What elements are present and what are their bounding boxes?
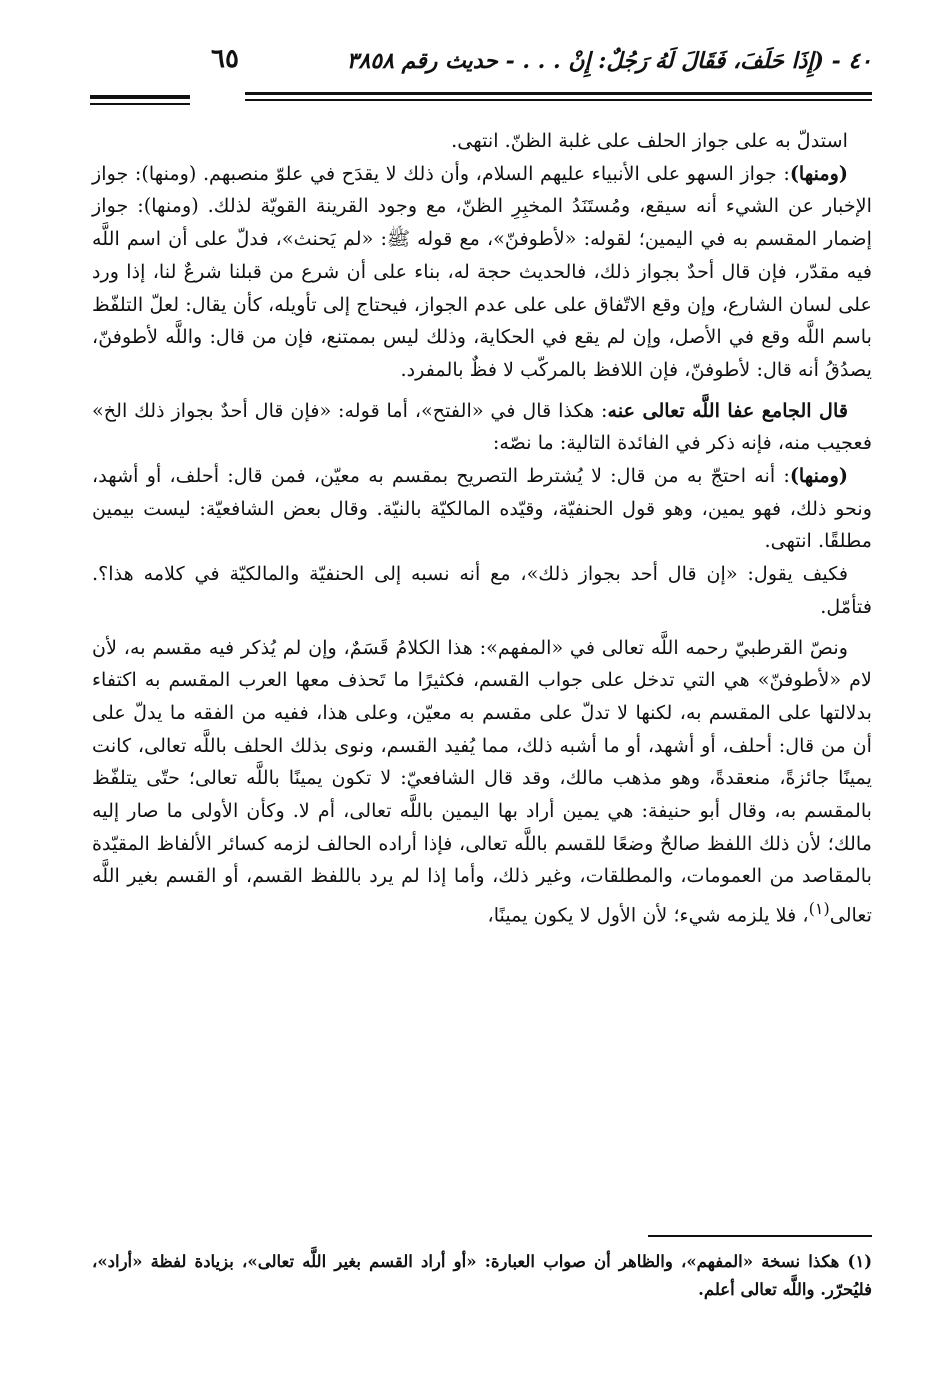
header-rule-right-thin xyxy=(245,99,872,101)
paragraph-1-text: استدلّ به على جواز الحلف على غلبة الظنّ. انتهى. xyxy=(451,129,848,152)
paragraph-5-text: فكيف يقول: «إن قال أحد بجواز ذلك»، مع أنه نسبه إلى الحنفيّة والمالكيّة في كلامه هذا؟. فتأمّل. xyxy=(92,562,872,618)
paragraph-1 xyxy=(92,125,872,158)
footnote xyxy=(92,1248,872,1304)
paragraph-6-text: ونصّ القرطبيّ رحمه اللَّه تعالى في «المفهم»: هذا الكلامُ قَسَمٌ، وإن لم يُذكر فيه مقسم به، لأن لام «لأطوفنّ» هي التي تدخل على جواب القسم، فكثيرًا ما تَحذف معها العرب المقسم به اكتفاء بدلالتها على المقسم به، لكنها لا تدلّ على مقسم به معيّن، وعلى هذا، ففيه من الفقه ما يدلّ على أن من قال: أحلف، أو أشهد، أو ما أشبه ذلك، مما يُفيد القسم، ونوى بذلك الحلف باللَّه تعالى، كانت يمينًا جائزةً، منعقدةً، وهو مذهب مالك، وقد قال الشافعيّ: لا تكون يمينًا باللَّه تعالى؛ حتّى يتلفّظ بالمقسم به، وقال أبو حنيفة: هي يمين أراد بها اليمين باللَّه تعالى، أم لا. وكأن الأولى ما صار إليه مالك؛ لأن ذلك اللفظ صالحٌ وضعًا للقسم باللَّه تعالى، فإذا أراده الحالف لزمه كسائر الألفاظ المقيّدة بالمقاصد من العمومات، والمطلقات، وغير ذلك، وأما إذا لم يرد باللفظ القسم، أو القسم بغير اللَّه تعالى xyxy=(92,635,872,927)
paragraph-4-lead: (ومنها) xyxy=(789,464,848,488)
page-number: ٦٥ xyxy=(211,44,239,74)
paragraph-6-tail: ، فلا يلزمه شيء؛ لأن الأول لا يكون يمينًا، xyxy=(487,903,809,927)
paragraph-6 xyxy=(92,632,872,933)
paragraph-5 xyxy=(92,558,872,623)
paragraph-2-lead: (ومنها) xyxy=(789,161,848,185)
main-text xyxy=(92,125,872,932)
paragraph-4-text: : أنه احتجّ به من قال: لا يُشترط التصريح بمقسم به معيّن، فمن قال: أحلف، أو أشهد، ونحو ذلك، فهو يمين، وهو قول الحنفيّة، وقيّده المالكيّة بالنيّة. وقال بعض الشافعيّة: ليست بيمين مطلقًا. انتهى. xyxy=(92,464,872,553)
header-rule-left-thin xyxy=(90,103,190,105)
header-rule-right-thick xyxy=(245,92,872,95)
paragraph-3 xyxy=(92,395,872,460)
chapter-title: ٤٠ - (إِذَا حَلَفَ، فَقَالَ لَهُ رَجُلٌ: إِنْ . . . - حديث رقم ٣٨٥٨ xyxy=(346,48,872,74)
running-header xyxy=(90,44,872,108)
paragraph-3-text: : هكذا قال في «الفتح»، أما قوله: «فإن قال أحدٌ بجواز ذلك الخ» فعجيب منه، فإنه ذكر في الفائدة التالية: ما نصّه: xyxy=(92,398,872,455)
header-rule-left-thick xyxy=(90,95,190,99)
footnote-separator xyxy=(648,1235,872,1237)
paragraph-4 xyxy=(92,460,872,558)
paragraph-2 xyxy=(92,158,872,387)
paragraph-3-lead: قال الجامع عفا اللَّه تعالى عنه xyxy=(607,398,848,422)
paragraph-2-text: : جواز السهو على الأنبياء عليهم السلام، وأن ذلك لا يقدَح في علوّ منصبهم. (ومنها): جواز الإخبار عن الشيء أنه سيقع، ومُستَنَدُ المخبِرِ الظنّ، مع وجود القرينة القويّة لذلك. (ومنها): جواز إضمار المقسم به في اليمين؛ لقوله: «لأطوفنّ»، مع قوله ﷺ: «لم يَحنث»، فدلّ على أن اسم اللَّه فيه مقدّر، فإن قال أحدٌ بجواز ذلك، فالحديث حجة له، بناء على أن شرع من قبلنا شرعٌ لنا، إذا ورد على لسان الشارع، وإن وقع الاتّفاق على على عدم الجواز، فيحتاج إلى تأويله، كأن يقال: لعلّ التلفّظ باسم اللَّه وقع في الأصل، وإن لم يقع في الحكاية، وذلك ليس بممتنع، فإن من قال: واللَّه لأطوفنّ، يصدُقُ أنه قال: لأطوفنّ، فإن اللافظ بالمركّب لا فظٌ بالمفرد. xyxy=(92,161,872,381)
footnote-marker[interactable]: (١) xyxy=(808,899,830,919)
footnote-text: (١) هكذا نسخة «المفهم»، والظاهر أن صواب العبارة: «أو أراد القسم بغير اللَّه تعالى»، بزيادة لفظة «أراد»، فليُحرّر. واللَّه تعالى أعلم. xyxy=(92,1252,872,1299)
